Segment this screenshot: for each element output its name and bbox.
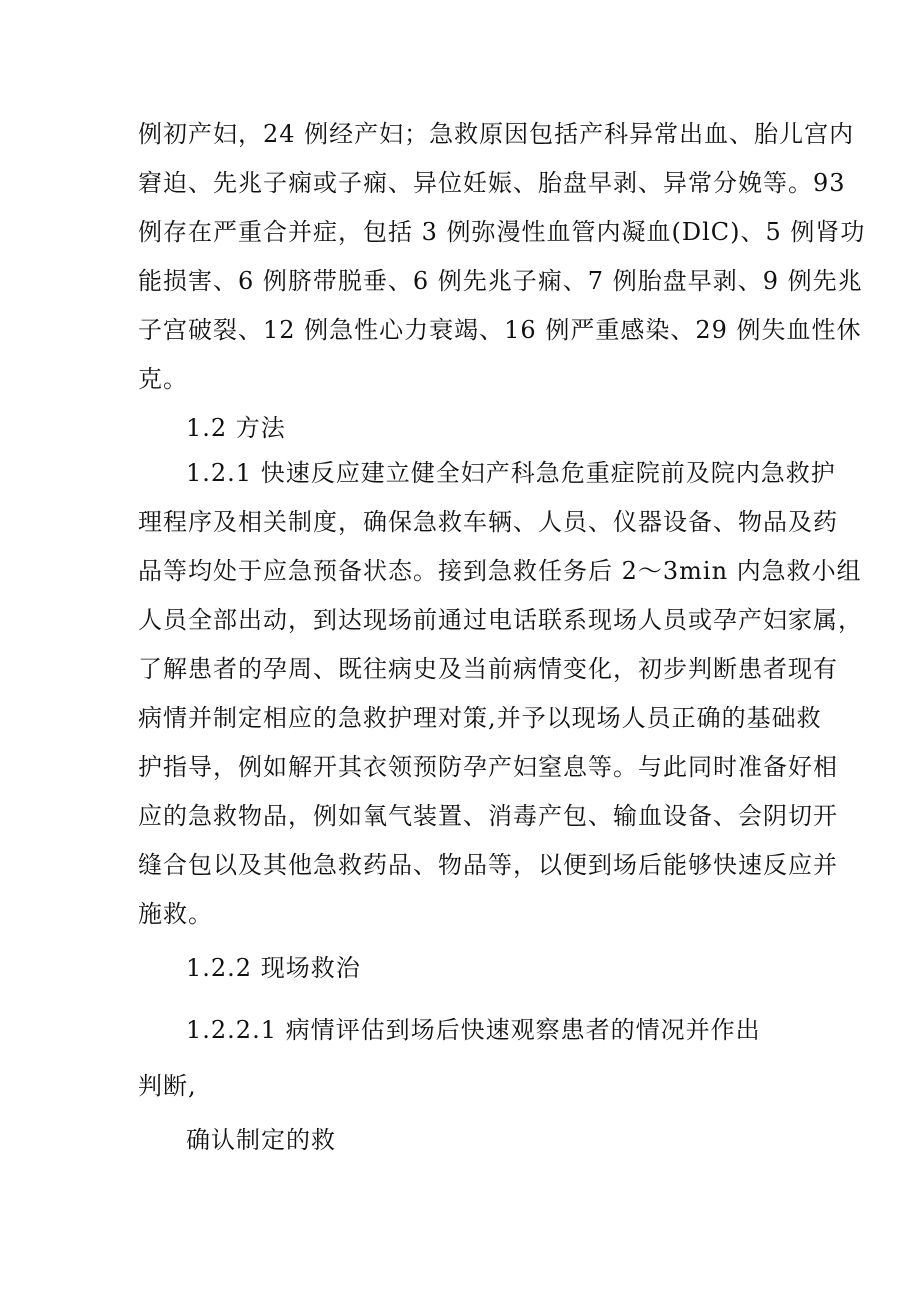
text-line: 子宫破裂、12 例急性心力衰竭、16 例严重感染、29 例失血性休: [138, 316, 862, 344]
text-line: 施救。: [138, 900, 213, 928]
text-line: 例初产妇，24 例经产妇；急救原因包括产科异常出血、胎儿宫内: [138, 120, 855, 148]
section-heading-1-2-2: 1.2.2 现场救治: [186, 954, 361, 982]
text-line: 理程序及相关制度，确保急救车辆、人员、仪器设备、物品及药: [138, 508, 838, 536]
text-line: 例存在严重合并症，包括 3 例弥漫性血管内凝血(DlC)、5 例肾功: [138, 218, 866, 246]
text-line: 应的急救物品，例如氧气装置、消毒产包、输血设备、会阴切开: [138, 802, 838, 830]
text-line: 克。: [138, 365, 188, 393]
text-line: 确认制定的救: [186, 1126, 336, 1154]
text-line: 判断,: [138, 1072, 197, 1100]
text-line: 人员全部出动，到达现场前通过电话联系现场人员或孕产妇家属，: [138, 606, 863, 634]
paragraph-case-summary: [138, 110, 866, 404]
section-heading-1-2: 1.2 方法: [186, 414, 286, 442]
text-line: 1.2.1 快速反应建立健全妇产科急危重症院前及院内急救护: [186, 459, 836, 487]
paragraph-1-2-1: [138, 449, 863, 939]
text-line: 缝合包以及其他急救药品、物品等，以便到场后能够快速反应并: [138, 851, 838, 879]
text-line: 病情并制定相应的急救护理对策,并予以现场人员正确的基础救: [138, 704, 822, 732]
text-line: 了解患者的孕周、既往病史及当前病情变化，初步判断患者现有: [138, 655, 838, 683]
paragraph-1-2-2-1: 1.2.2.1 病情评估到场后快速观察患者的情况并作出: [186, 1016, 761, 1044]
text-line: 窘迫、先兆子痫或子痫、异位妊娠、胎盘早剥、异常分娩等。93: [138, 169, 846, 197]
text-line: 能损害、6 例脐带脱垂、6 例先兆子痫、7 例胎盘早剥、9 例先兆: [138, 267, 863, 295]
text-line: 品等均处于应急预备状态。接到急救任务后 2～3min 内急救小组: [138, 557, 862, 585]
text-line: 护指导，例如解开其衣领预防孕产妇窒息等。与此同时准备好相: [138, 753, 838, 781]
